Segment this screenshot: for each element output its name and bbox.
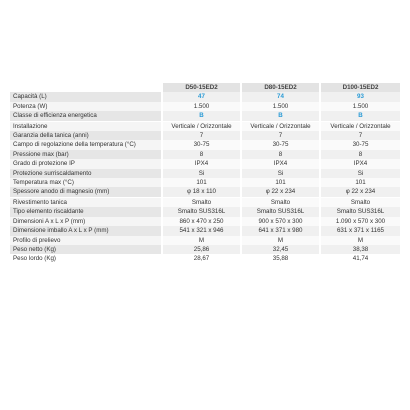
- row-label: Garanzia della tanica (anni): [10, 131, 162, 140]
- row-value: Smalto: [162, 197, 241, 207]
- row-value: 93: [320, 92, 400, 101]
- row-value: 1.500: [162, 102, 241, 111]
- header-corner: [10, 83, 162, 92]
- row-value: 7: [241, 131, 320, 140]
- row-value: 860 x 470 x 250: [162, 217, 241, 226]
- table-row: [10, 140, 400, 149]
- table-row: [10, 131, 400, 140]
- row-value: 101: [162, 178, 241, 187]
- row-value: 74: [241, 92, 320, 101]
- row-value: B: [241, 111, 320, 121]
- row-value: 38,38: [320, 245, 400, 254]
- row-value: 8: [162, 150, 241, 159]
- table-row: [10, 187, 400, 197]
- row-label: Dimensioni A x L x P (mm): [10, 217, 162, 226]
- row-label: Installazione: [10, 121, 162, 131]
- row-value: 28,67: [162, 254, 241, 263]
- row-value: Si: [320, 169, 400, 178]
- row-label: Profilo di prelievo: [10, 236, 162, 245]
- row-value: Verticale / Orizzontale: [241, 121, 320, 131]
- row-value: 1.500: [320, 102, 400, 111]
- table-row: [10, 121, 400, 131]
- table-row: [10, 254, 400, 263]
- row-value: φ 22 x 234: [241, 187, 320, 197]
- row-value: 30-75: [320, 140, 400, 149]
- row-value: Smalto SUS316L: [241, 207, 320, 216]
- row-value: M: [241, 236, 320, 245]
- row-label: Grado di protezione IP: [10, 159, 162, 168]
- row-label: Potenza (W): [10, 102, 162, 111]
- row-value: Si: [162, 169, 241, 178]
- row-label: Dimensione imballo A x L x P (mm): [10, 226, 162, 235]
- table-row: [10, 111, 400, 121]
- row-label: Tipo elemento riscaldante: [10, 207, 162, 216]
- row-value: Smalto SUS316L: [162, 207, 241, 216]
- table-row: [10, 92, 400, 101]
- row-value: φ 22 x 234: [320, 187, 400, 197]
- row-value: 47: [162, 92, 241, 101]
- row-value: 32,45: [241, 245, 320, 254]
- row-value: 900 x 570 x 300: [241, 217, 320, 226]
- row-value: 1.090 x 570 x 300: [320, 217, 400, 226]
- row-value: 8: [320, 150, 400, 159]
- row-value: 30-75: [162, 140, 241, 149]
- row-label: Pressione max (bar): [10, 150, 162, 159]
- column-header-d80: D80-15ED2: [241, 83, 320, 92]
- row-label: Protezione surriscaldamento: [10, 169, 162, 178]
- row-value: B: [320, 111, 400, 121]
- row-value: 541 x 321 x 946: [162, 226, 241, 235]
- row-value: 41,74: [320, 254, 400, 263]
- row-value: 1.500: [241, 102, 320, 111]
- row-value: B: [162, 111, 241, 121]
- row-value: 631 x 371 x 1165: [320, 226, 400, 235]
- table-row: [10, 178, 400, 187]
- row-value: 35,88: [241, 254, 320, 263]
- row-value: 25,86: [162, 245, 241, 254]
- row-value: M: [320, 236, 400, 245]
- row-value: 101: [320, 178, 400, 187]
- row-label: Capacità (L): [10, 92, 162, 101]
- row-value: Smalto SUS316L: [320, 207, 400, 216]
- table-row: [10, 159, 400, 168]
- row-value: Si: [241, 169, 320, 178]
- row-label: Peso lordo (Kg): [10, 254, 162, 263]
- table-row: [10, 207, 400, 216]
- row-label: Rivestimento tanica: [10, 197, 162, 207]
- spec-table-body: [10, 92, 400, 263]
- row-value: IPX4: [162, 159, 241, 168]
- table-row: [10, 217, 400, 226]
- row-value: 8: [241, 150, 320, 159]
- row-value: 30-75: [241, 140, 320, 149]
- row-label: Classe di efficienza energetica: [10, 111, 162, 121]
- table-row: [10, 236, 400, 245]
- row-value: 7: [320, 131, 400, 140]
- row-label: Temperatura max (°C): [10, 178, 162, 187]
- row-value: Smalto: [241, 197, 320, 207]
- row-label: Spessore anodo di magnesio (mm): [10, 187, 162, 197]
- row-value: 7: [162, 131, 241, 140]
- row-value: IPX4: [241, 159, 320, 168]
- row-value: Smalto: [320, 197, 400, 207]
- table-row: [10, 169, 400, 178]
- row-value: IPX4: [320, 159, 400, 168]
- header-row: [10, 83, 400, 92]
- column-header-d100: D100-15ED2: [320, 83, 400, 92]
- table-row: [10, 150, 400, 159]
- row-value: Verticale / Orizzontale: [320, 121, 400, 131]
- row-value: Verticale / Orizzontale: [162, 121, 241, 131]
- table-row: [10, 226, 400, 235]
- column-header-d50: D50-15ED2: [162, 83, 241, 92]
- row-value: φ 18 x 110: [162, 187, 241, 197]
- spec-table: [10, 83, 400, 264]
- row-value: 101: [241, 178, 320, 187]
- row-value: 641 x 371 x 980: [241, 226, 320, 235]
- row-label: Campo di regolazione della temperatura (°C): [10, 140, 162, 149]
- table-row: [10, 245, 400, 254]
- row-value: M: [162, 236, 241, 245]
- row-label: Peso netto (Kg): [10, 245, 162, 254]
- table-row: [10, 102, 400, 111]
- table-row: [10, 197, 400, 207]
